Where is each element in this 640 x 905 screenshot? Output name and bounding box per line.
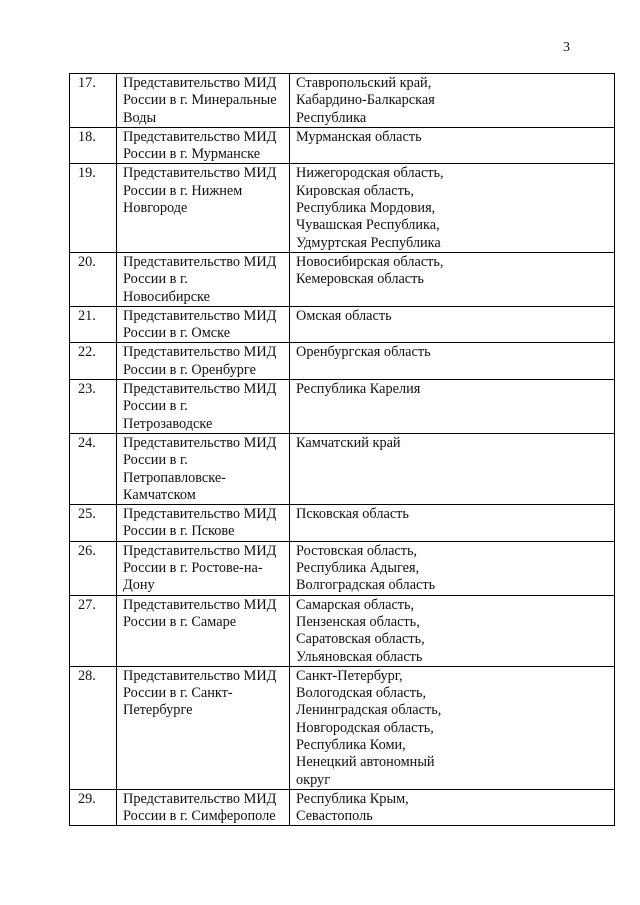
- region-line: округ: [296, 771, 331, 788]
- regions-cell: [290, 433, 615, 504]
- region-line: Севастополь: [296, 808, 373, 825]
- office-name-line: Представительство МИД: [123, 344, 277, 361]
- regions-cell: [290, 505, 615, 542]
- regions-cell: [290, 343, 615, 380]
- office-name-line: России в г. Симферополе: [123, 808, 276, 825]
- region-line: Ненецкий автономный: [296, 754, 435, 771]
- region-line: Ростовская область,: [296, 542, 418, 559]
- office-name-line: России в г. Самаре: [123, 613, 237, 630]
- office-name-cell: [117, 164, 290, 252]
- office-name-line: России в г. Минеральные: [123, 92, 277, 109]
- office-name-line: России в г. Пскове: [123, 523, 235, 540]
- office-name-cell: [117, 74, 290, 128]
- office-name-cell: [117, 541, 290, 595]
- regions-cell: [290, 74, 615, 128]
- office-name-line: Представительство МИД: [123, 790, 277, 807]
- office-name-cell: [117, 127, 290, 164]
- office-name-cell: [117, 380, 290, 434]
- office-name-line: Представительство МИД: [123, 542, 277, 559]
- region-line: Вологодская область,: [296, 685, 427, 702]
- region-line: Республика Коми,: [296, 736, 406, 753]
- office-name-line: Новгороде: [123, 200, 188, 217]
- office-name-cell: [117, 595, 290, 666]
- region-line: Кабардино-Балкарская: [296, 92, 435, 109]
- regions-cell: [290, 541, 615, 595]
- table-row: [70, 666, 615, 789]
- region-line: Республика: [296, 109, 367, 126]
- region-line: Ставропольский край,: [296, 75, 432, 91]
- region-line: Камчатский край: [296, 434, 401, 451]
- office-name-line: Представительство МИД: [123, 75, 277, 91]
- region-line: Республика Крым,: [296, 790, 409, 807]
- row-number: 26.: [70, 541, 117, 595]
- office-name-line: Представительство МИД: [123, 128, 277, 145]
- region-line: Новосибирская область,: [296, 253, 444, 270]
- office-name-line: Представительство МИД: [123, 596, 277, 613]
- row-number: 23.: [70, 380, 117, 434]
- region-line: Нижегородская область,: [296, 165, 444, 182]
- table-row: [70, 380, 615, 434]
- region-line: Оренбургская область: [296, 344, 431, 361]
- representations-table: [69, 73, 615, 826]
- region-line: Самарская область,: [296, 596, 415, 613]
- row-number: 19.: [70, 164, 117, 252]
- regions-cell: [290, 666, 615, 789]
- row-number: 27.: [70, 595, 117, 666]
- office-name-line: Дону: [123, 577, 155, 594]
- office-name-cell: [117, 433, 290, 504]
- row-number: 29.: [70, 789, 117, 826]
- regions-cell: [290, 789, 615, 826]
- office-name-line: Воды: [123, 109, 157, 126]
- row-number: 20.: [70, 252, 117, 306]
- row-number: 21.: [70, 306, 117, 343]
- table-body: [70, 74, 615, 826]
- region-line: Псковская область: [296, 506, 409, 523]
- regions-cell: [290, 380, 615, 434]
- table-row: [70, 595, 615, 666]
- row-number: 28.: [70, 666, 117, 789]
- office-name-cell: [117, 505, 290, 542]
- table-row: [70, 343, 615, 380]
- office-name-line: Петрозаводске: [123, 415, 213, 432]
- office-name-line: Новосибирске: [123, 288, 210, 305]
- office-name-line: Петербурге: [123, 702, 193, 719]
- regions-cell: [290, 127, 615, 164]
- office-name-line: Камчатском: [123, 486, 196, 503]
- page-number: 3: [563, 40, 570, 55]
- row-number: 18.: [70, 127, 117, 164]
- table-row: [70, 164, 615, 252]
- office-name-line: Представительство МИД: [123, 165, 277, 182]
- row-number: 22.: [70, 343, 117, 380]
- table-row: [70, 74, 615, 128]
- office-name-line: России в г. Санкт-: [123, 685, 233, 702]
- row-number: 25.: [70, 505, 117, 542]
- region-line: Чувашская Республика,: [296, 217, 440, 234]
- regions-cell: [290, 306, 615, 343]
- table-row: [70, 306, 615, 343]
- table-row: [70, 433, 615, 504]
- region-line: Омская область: [296, 307, 392, 324]
- region-line: Пензенская область,: [296, 613, 420, 630]
- region-line: Ленинградская область,: [296, 702, 442, 719]
- row-number: 17.: [70, 74, 117, 128]
- region-line: Республика Карелия: [296, 381, 421, 398]
- office-name-line: России в г. Нижнем: [123, 182, 243, 199]
- regions-cell: [290, 164, 615, 252]
- office-name-line: Представительство МИД: [123, 434, 277, 451]
- office-name-line: Представительство МИД: [123, 253, 277, 270]
- office-name-cell: [117, 306, 290, 343]
- table-row: [70, 127, 615, 164]
- office-name-line: России в г. Ростове-на-: [123, 560, 263, 577]
- office-name-line: Представительство МИД: [123, 381, 277, 398]
- regions-cell: [290, 595, 615, 666]
- region-line: Кировская область,: [296, 182, 414, 199]
- office-name-line: Представительство МИД: [123, 506, 277, 523]
- office-name-line: России в г.: [123, 398, 188, 415]
- region-line: Удмуртская Республика: [296, 234, 441, 251]
- office-name-cell: [117, 666, 290, 789]
- table-row: [70, 252, 615, 306]
- office-name-line: России в г. Омске: [123, 325, 231, 342]
- office-name-cell: [117, 343, 290, 380]
- table-row: [70, 789, 615, 826]
- region-line: Волгоградская область: [296, 577, 436, 594]
- table-row: [70, 541, 615, 595]
- office-name-line: Представительство МИД: [123, 307, 277, 324]
- regions-cell: [290, 252, 615, 306]
- office-name-line: России в г.: [123, 271, 188, 288]
- region-line: Санкт-Петербург,: [296, 667, 403, 684]
- region-line: Саратовская область,: [296, 631, 425, 648]
- office-name-line: России в г. Мурманске: [123, 146, 261, 163]
- region-line: Кемеровская область: [296, 271, 424, 288]
- office-name-line: Петропавловске-: [123, 469, 226, 486]
- table-row: [70, 505, 615, 542]
- office-name-line: России в г. Оренбурге: [123, 361, 256, 378]
- row-number: 24.: [70, 433, 117, 504]
- region-line: Новгородская область,: [296, 719, 434, 736]
- office-name-cell: [117, 252, 290, 306]
- region-line: Ульяновская область: [296, 648, 423, 665]
- office-name-cell: [117, 789, 290, 826]
- region-line: Мурманская область: [296, 128, 422, 145]
- region-line: Республика Мордовия,: [296, 200, 436, 217]
- region-line: Республика Адыгея,: [296, 560, 420, 577]
- office-name-line: Представительство МИД: [123, 667, 277, 684]
- office-name-line: России в г.: [123, 452, 188, 469]
